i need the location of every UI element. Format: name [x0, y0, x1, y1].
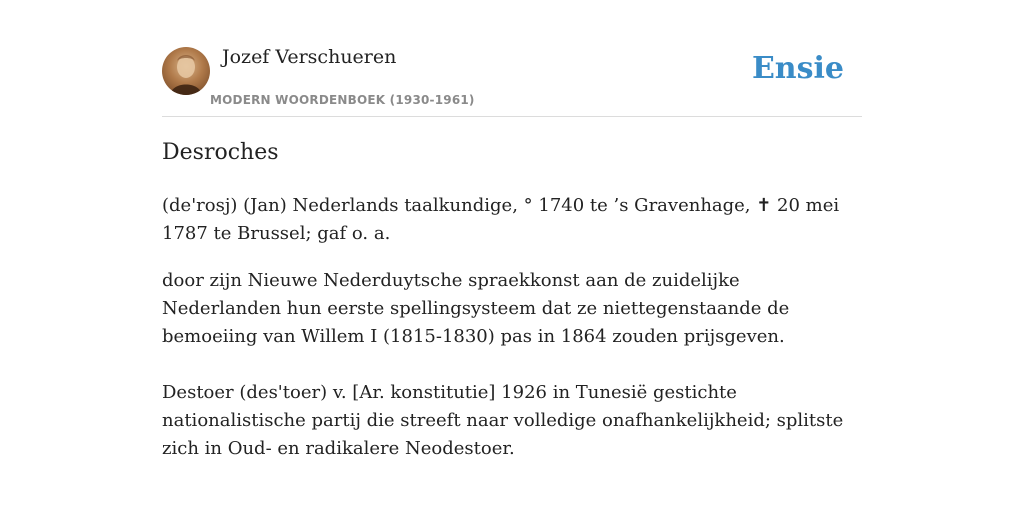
header [162, 44, 862, 117]
source-label[interactable]: MODERN WOORDENBOEK (1930-1961) [210, 93, 475, 107]
entry-paragraph: door zijn Nieuwe Nederduytsche spraekkonst aan de zuidelijke Nederlanden hun eerste spellingsysteem dat ze niettegenstaande de bemoeiing van Willem I (1815-1830) pas in 1864 zouden prijsgeven. [162, 270, 790, 347]
author-name[interactable]: Jozef Verschueren [222, 46, 397, 68]
entry-title: Desroches [162, 140, 279, 165]
portrait-icon [162, 47, 210, 95]
author-avatar[interactable] [162, 47, 210, 95]
entry-paragraph: (de'rosj) (Jan) Nederlands taalkundige, ° 1740 te ’s Gravenhage, ✝ 20 mei 1787 te Brussel; gaf o. a. [162, 195, 840, 244]
brand-logo[interactable]: Ensie [751, 51, 844, 86]
entry-paragraph: Destoer (des'toer) v. [Ar. konstitutie] 1926 in Tunesië gestichte nationalistische partij die streeft naar volledige onafhankelijkheid; splitste zich in Oud- en radikalere Neodestoer. [162, 382, 844, 459]
